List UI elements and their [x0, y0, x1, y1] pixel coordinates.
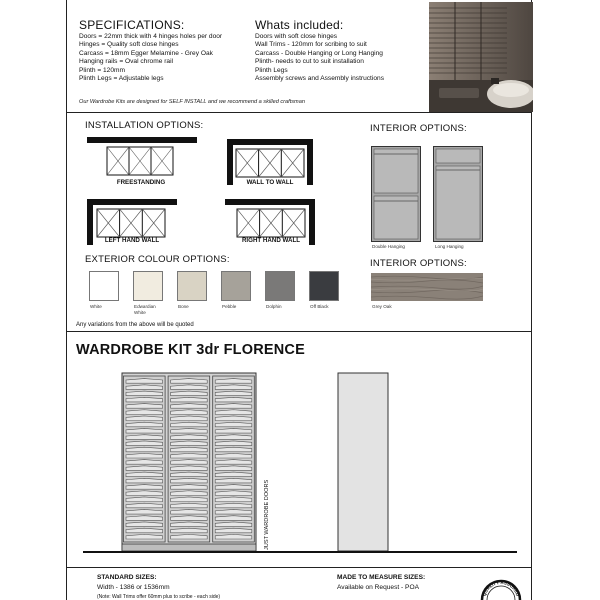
included-item: Carcass - Double Hanging or Long Hanging: [255, 49, 383, 57]
wardrobe-front-elevation: [121, 372, 257, 554]
colour-swatch-label: Off Black: [310, 304, 329, 309]
kit-title: WARDROBE KIT 3dr FLORENCE: [76, 342, 305, 358]
custom-sizes-heading: MADE TO MEASURE SIZES:: [337, 574, 426, 581]
installation-heading: INSTALLATION OPTIONS:: [85, 120, 204, 131]
badge-text: QUALITY ASSURED: [481, 579, 521, 597]
colour-swatch-label: Pebble: [222, 304, 237, 309]
exterior-colour-heading: EXTERIOR COLOUR OPTIONS:: [85, 254, 230, 265]
colour-swatch-label: White: [90, 304, 102, 309]
included-item: Assembly screws and Assembly instructions: [255, 75, 384, 83]
colour-swatch-edwardian-white[interactable]: [133, 271, 163, 301]
included-item: Wall Trims - 120mm for scribing to suit: [255, 41, 367, 49]
custom-sizes-text: Available on Request - POA: [337, 584, 419, 591]
variation-note: Any variations from the above will be quoted: [76, 322, 194, 328]
spec-item: Plinth Legs = Adjustable legs: [79, 75, 164, 83]
specifications-panel: [66, 0, 532, 116]
double-hanging-diagram: [371, 146, 421, 242]
installation-option-label: LEFT HAND WALL: [104, 237, 160, 244]
long-hanging-diagram: [433, 146, 483, 242]
whats-included-list: [255, 33, 384, 83]
colour-swatch-label: Bone: [178, 304, 189, 309]
colour-swatch-white[interactable]: [89, 271, 119, 301]
colour-swatch-dolphin[interactable]: [265, 271, 295, 301]
interior-option-label: Double Hanging: [372, 244, 405, 249]
floor-line: [83, 551, 517, 553]
included-item: Plinth Legs: [255, 66, 288, 74]
installation-option-label: RIGHT HAND WALL: [241, 237, 301, 244]
standard-width: Width - 1386 or 1536mm: [97, 584, 170, 591]
interior-finish-label: Grey Oak: [372, 304, 392, 309]
wardrobe-kit-panel: [66, 331, 532, 568]
spec-item: Hanging rails = Oval chrome rail: [79, 58, 173, 66]
freestanding-diagram: [87, 137, 197, 179]
room-photo-illustration: [429, 2, 533, 112]
whats-included-heading: Whats included:: [255, 18, 344, 32]
spec-item: Carcass = 18mm Egger Melamine - Grey Oak: [79, 49, 213, 57]
interior-finish-heading: INTERIOR OPTIONS:: [370, 258, 467, 269]
spec-item: Hinges = Quality soft close hinges: [79, 41, 179, 49]
specifications-list: [79, 33, 222, 83]
side-label: JUST WARDROBE DOORS: [264, 479, 270, 550]
sizes-panel: [66, 567, 532, 600]
colour-swatch-bone[interactable]: [177, 271, 207, 301]
side-label-wrapper: [264, 468, 274, 550]
colour-swatch-label: Edwardian White: [134, 304, 156, 315]
colour-swatch-pebble[interactable]: [221, 271, 251, 301]
interior-option-label: Long Hanging: [435, 244, 464, 249]
standard-note: (Note: Wall Trims offer 60mm plus to scribe - each side): [97, 594, 221, 600]
grey-oak-swatch[interactable]: [371, 273, 483, 301]
install-note: Our Wardrobe Kits are designed for SELF INSTALL and we recommend a skilled craftsman: [79, 99, 305, 105]
installation-option-label: WALL TO WALL: [246, 179, 294, 186]
included-item: Plinth- needs to cut to suit installation: [255, 58, 364, 66]
installation-option-label: FREESTANDING: [116, 179, 166, 186]
spec-item: Doors = 22mm thick with 4 hinges holes per door: [79, 33, 223, 40]
wardrobe-room-photo: [429, 2, 533, 112]
specifications-heading: SPECIFICATIONS:: [79, 18, 185, 32]
spec-item: Plinth = 120mm: [79, 66, 125, 74]
colour-swatch-label: Dolphin: [266, 304, 282, 309]
standard-sizes-heading: STANDARD SIZES:: [97, 574, 157, 581]
louvre-doors: [124, 376, 255, 542]
options-panel: [66, 112, 532, 332]
wardrobe-side-elevation: [337, 372, 389, 554]
colour-swatch-off-black[interactable]: [309, 271, 339, 301]
included-item: Doors with soft close hinges: [255, 33, 338, 40]
quality-badge-icon: [479, 576, 523, 600]
interior-heading: INTERIOR OPTIONS:: [370, 123, 467, 134]
